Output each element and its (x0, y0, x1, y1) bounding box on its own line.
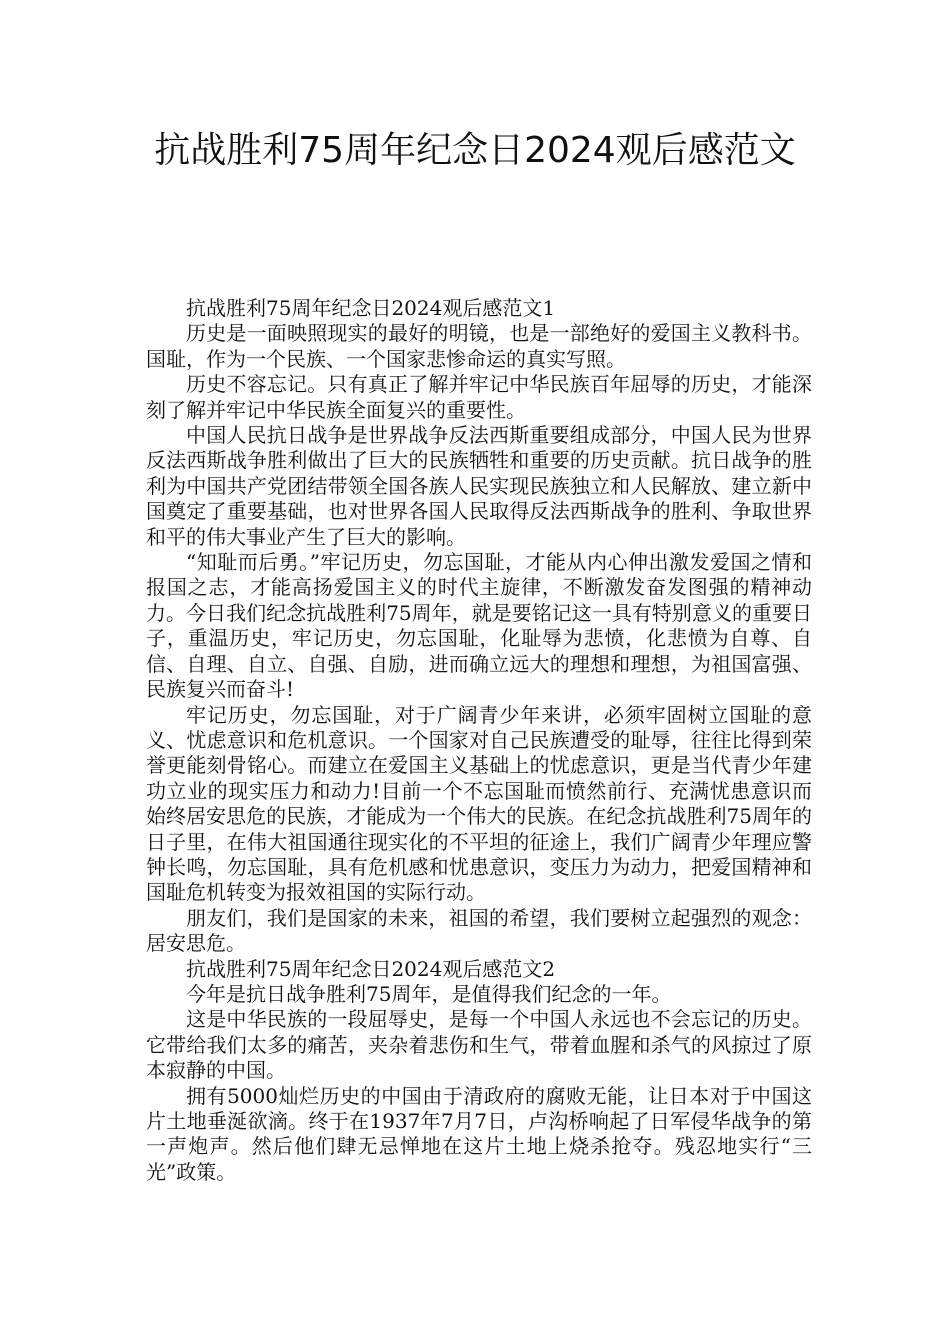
paragraph: 历史不容忘记。只有真正了解并牢记中华民族百年屈辱的历史，才能深刻了解并牢记中华民族全面复兴的重要性。 (146, 372, 812, 422)
paragraph: “知耻而后勇。”牢记历史，勿忘国耻，才能从内心伸出激发爱国之情和报国之志，才能高扬爱国主义的时代主旋律，不断激发奋发图强的精神动力。今日我们纪念抗战胜利75周年，就是要铭记这一具有特别意义的重要日子，重温历史，牢记历史，勿忘国耻，化耻辱为悲愤，化悲愤为自尊、自信、自理、自立、自强、自励，进而确立远大的理想和理想，为祖国富强、民族复兴而奋斗! (146, 550, 812, 702)
document-title: 抗战胜利75周年纪念日2024观后感范文 (154, 130, 796, 171)
section-heading-2: 抗战胜利75周年纪念日2024观后感范文2 (186, 956, 556, 981)
paragraph: 这是中华民族的一段屈辱史，是每一个中国人永远也不会忘记的历史。它带给我们太多的痛苦，夹杂着悲伤和生气，带着血腥和杀气的风掠过了原本寂静的中国。 (146, 1007, 812, 1083)
paragraph: 牢记历史，勿忘国耻，对于广阔青少年来讲，必须牢固树立国耻的意义、忧虑意识和危机意识。一个国家对自己民族遭受的耻辱，往往比得到荣誉更能刻骨铭心。而建立在爱国主义基础上的忧虑意识，更是当代青少年建功立业的现实压力和动力!目前一个不忘国耻而愤然前行、充满忧患意识而始终居安思危的民族，才能成为一个伟大的民族。在纪念抗战胜利75周年的日子里，在伟大祖国通往现实化的不平坦的征途上，我们广阔青少年理应警钟长鸣，勿忘国耻，具有危机感和忧患意识，变压力为动力，把爱国精神和国耻危机转变为报效祖国的实际行动。 (146, 702, 812, 905)
section-heading-1: 抗战胜利75周年纪念日2024观后感范文1 (186, 296, 556, 320)
document-body (146, 296, 812, 1185)
paragraph: 朋友们，我们是国家的未来，祖国的希望，我们要树立起强烈的观念：居安思危。 (146, 905, 812, 956)
paragraph: 中国人民抗日战争是世界战争反法西斯重要组成部分，中国人民为世界反法西斯战争胜利做出了巨大的民族牺牲和重要的历史贡献。抗日战争的胜利为中国共产党团结带领全国各族人民实现民族独立和人民解放、建立新中国奠定了重要基础，也对世界各国人民取得反法西斯战争的胜利、争取世界和平的伟大事业产生了巨大的影响。 (146, 423, 812, 549)
paragraph: 历史是一面映照现实的最好的明镜，也是一部绝好的爱国主义教科书。国耻，作为一个民族、一个国家悲惨命运的真实写照。 (146, 321, 812, 371)
paragraph: 拥有5000灿烂历史的中国由于清政府的腐败无能，让日本对于中国这片土地垂涎欲滴。终于在1937年7月7日，卢沟桥响起了日军侵华战争的第一声炮声。然后他们肆无忌惮地在这片土地上烧杀抢夺。残忍地实行“三光”政策。 (146, 1083, 812, 1184)
paragraph: 今年是抗日战争胜利75周年，是值得我们纪念的一年。 (186, 981, 672, 1006)
